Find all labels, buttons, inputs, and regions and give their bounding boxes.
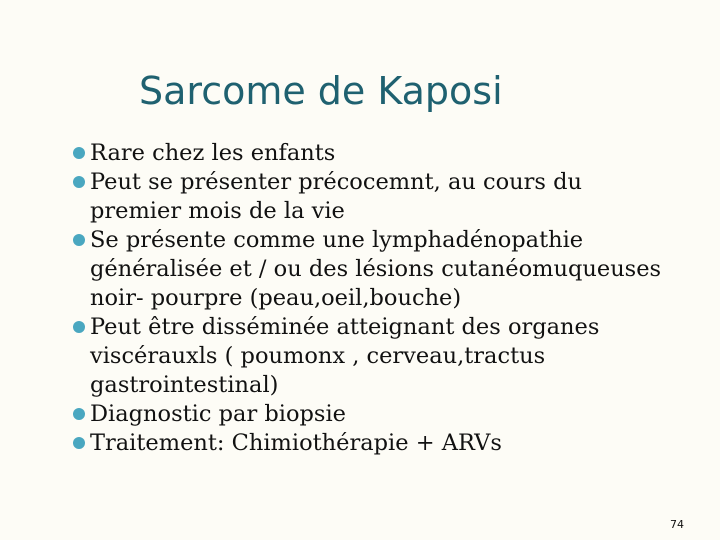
bullet-dot-icon (73, 437, 85, 449)
bullet-dot-icon (73, 147, 85, 159)
bullet-dot-icon (73, 176, 85, 188)
bullet-item (72, 226, 702, 313)
bullet-item (72, 168, 702, 226)
bullet-line: gastrointestinal) (90, 372, 279, 398)
bullet-line: premier mois de la vie (90, 198, 345, 224)
bullet-line: généralisée et / ou des lésions cutanéomuqueuses (90, 256, 662, 282)
bullet-line: Peut être disséminée atteignant des organes (90, 314, 600, 340)
bullet-line: Se présente comme une lymphadénopathie (90, 227, 584, 253)
bullet-dot-icon (73, 234, 85, 246)
bullet-item (72, 313, 702, 400)
bullet-line: Rare chez les enfants (90, 140, 336, 166)
bullet-line: Peut se présenter précocemnt, au cours du (90, 169, 582, 195)
bullet-list (72, 139, 702, 458)
bullet-item (72, 400, 702, 429)
bullet-dot-icon (73, 321, 85, 333)
bullet-dot-icon (73, 408, 85, 420)
bullet-line: Traitement: Chimiothérapie + ARVs (90, 430, 502, 456)
bullet-line: noir- pourpre (peau,oeil,bouche) (90, 285, 462, 311)
bullet-item (72, 139, 702, 168)
page-number: 74 (670, 518, 684, 531)
bullet-item (72, 429, 702, 458)
slide-title: Sarcome de Kaposi (139, 69, 503, 113)
bullet-line: viscérauxls ( poumonx , cerveau,tractus (90, 343, 546, 369)
bullet-line: Diagnostic par biopsie (90, 401, 346, 427)
